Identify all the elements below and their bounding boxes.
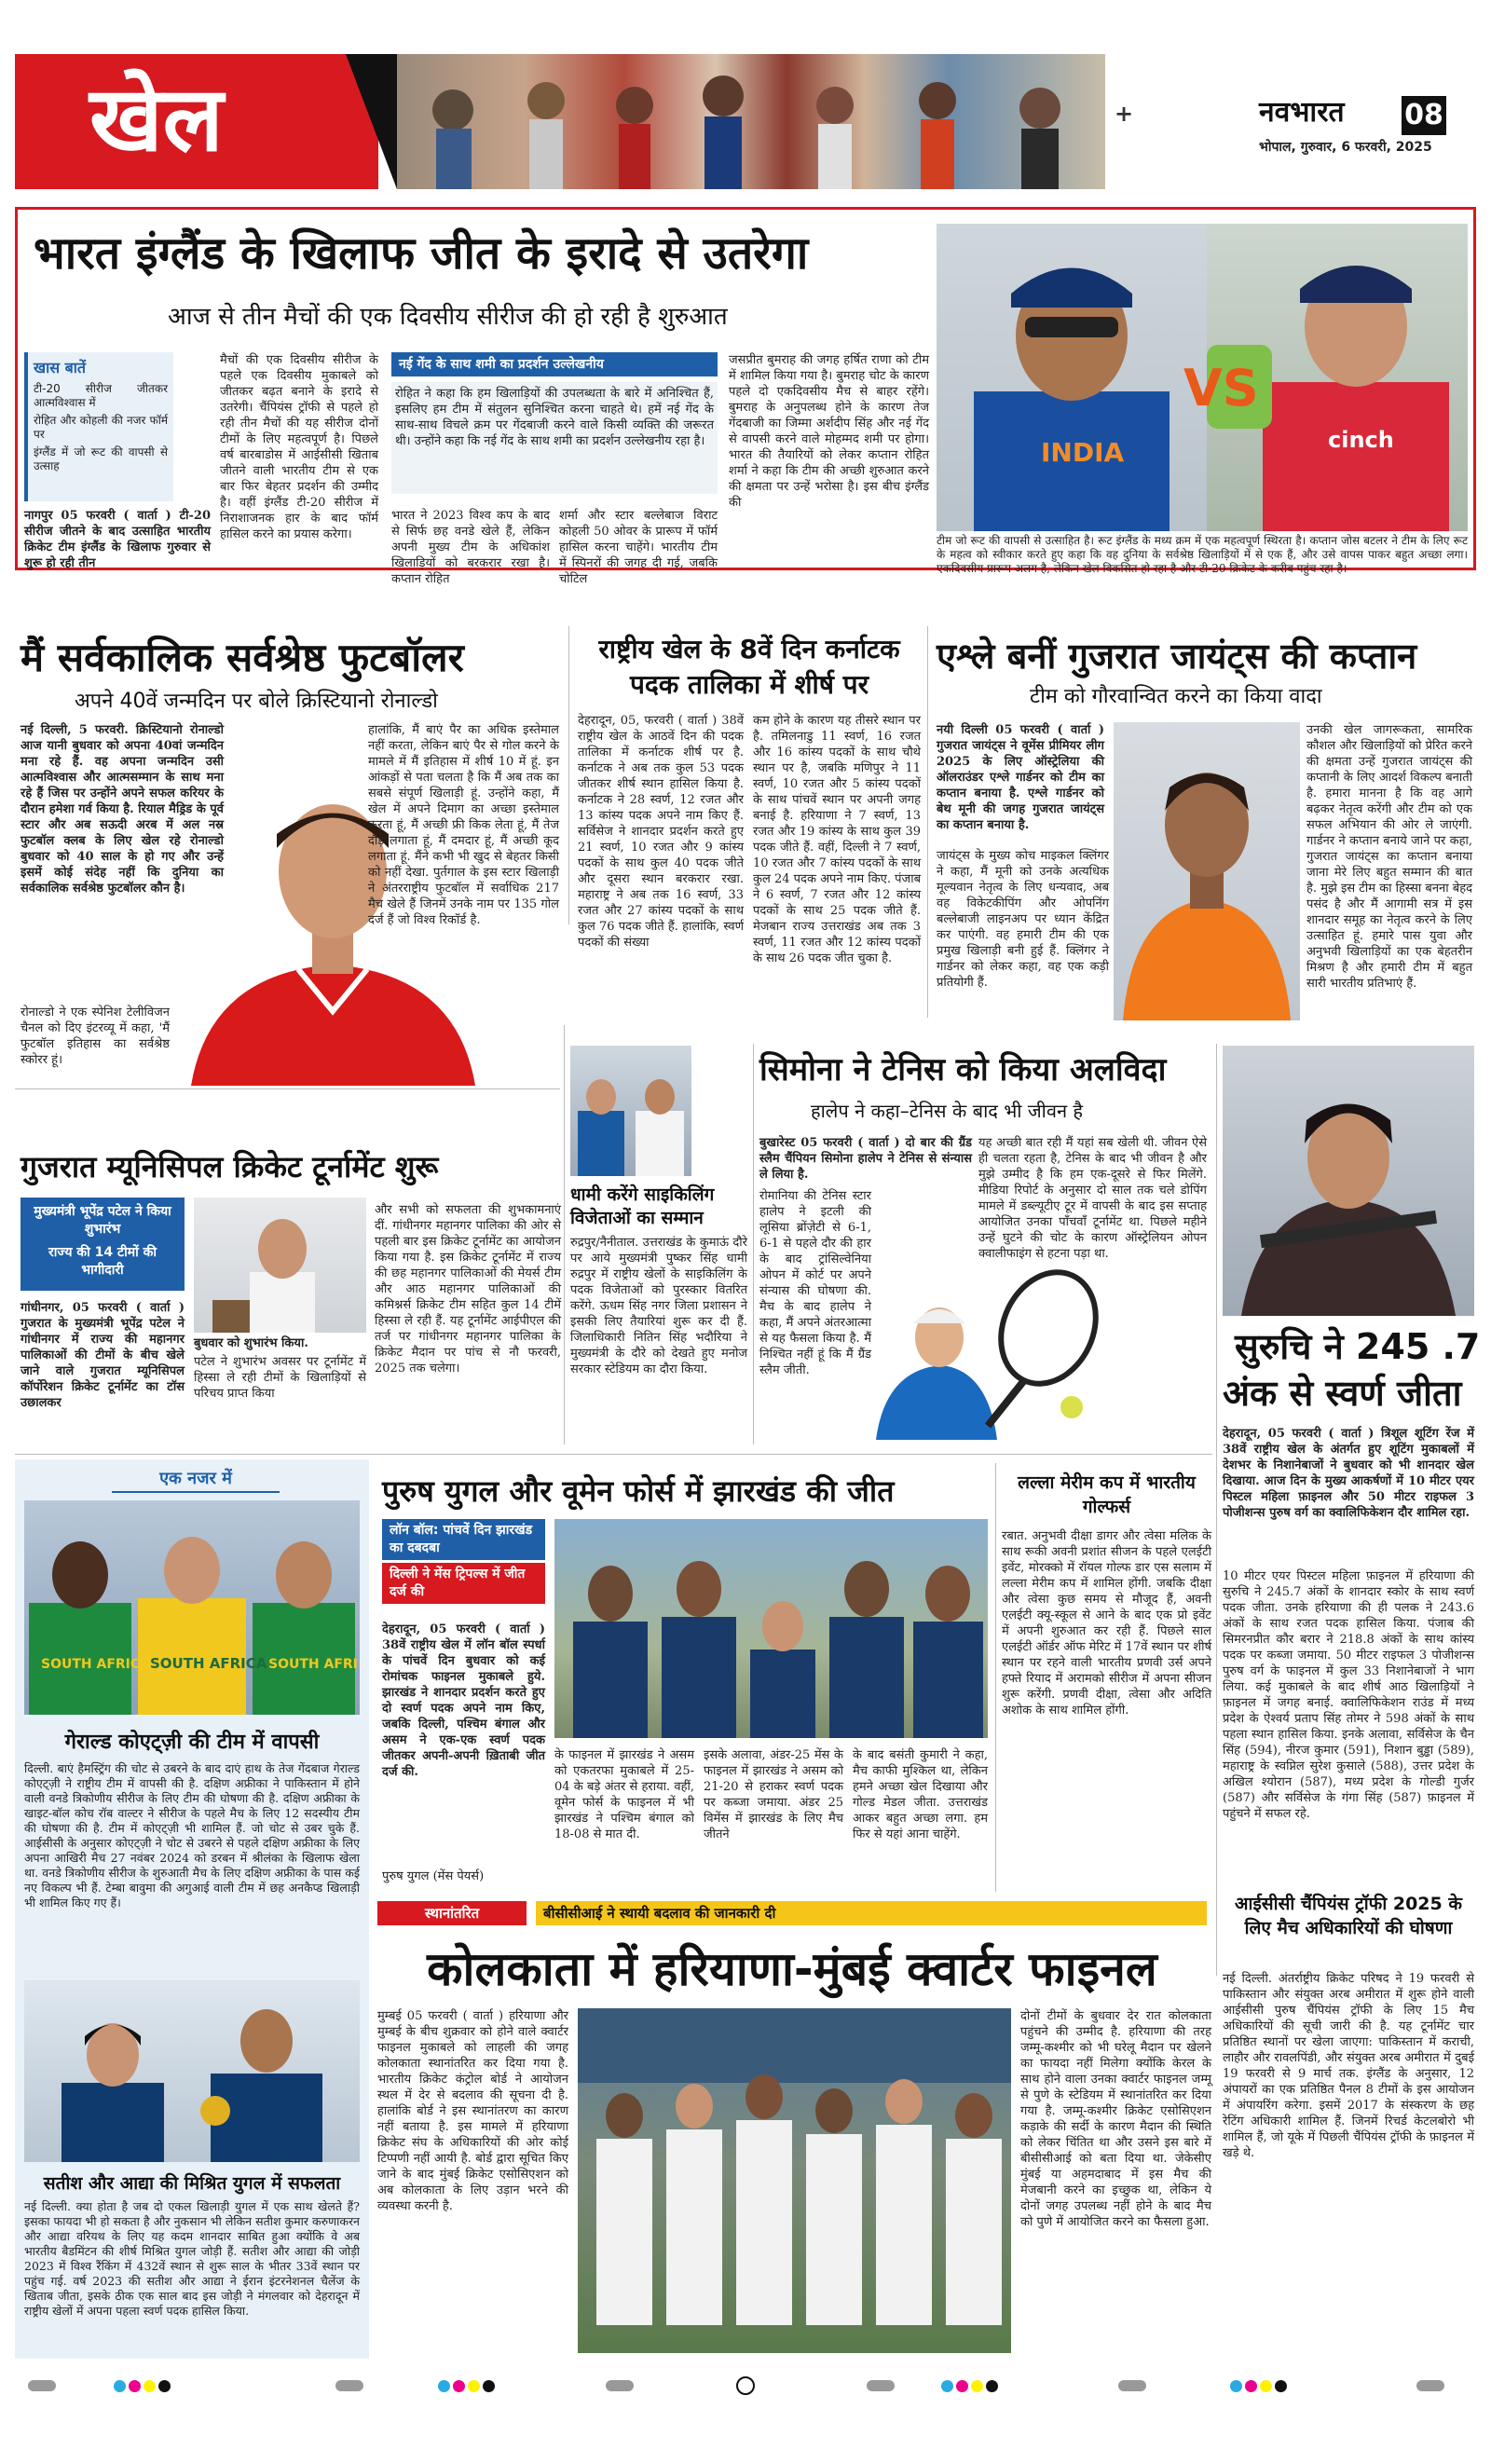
lead-caption: टीम जो रूट की वापसी से उत्साहित है। रूट इंग्लैंड के मध्य क्रम में एक महत्वपूर्ण स्थिरता है। कप्तान जोस बटलर ने टीम के लिए रूट के महत्व को स्वीकार करते हुए कहा कि वह दुनिया के सर्वश्रेष्ठ खिलाड़ियों में से एक हैं, और उसे वापस पाकर बहुत अच्छा लगा। एकदिवसीय प्रारूप अलग है, लेकिन खेल विकसित हो रहा है और टी-20 क्रिकेट के करीब पहुंच रहा है। (937, 534, 1468, 575)
suruchi-body: 10 मीटर एयर पिस्टल महिला फ़ाइनल में हरियाणा की सुरुचि ने 245.7 अंकों के शानदार स्कोर के साथ स्वर्ण पदक जीता. उनके हरियाणा की ही पलक ने 243.6 अंकों के साथ रजत पदक हासिल किया. पंजाब की सिमरनप्रीत कौर बरार ने 218.8 अंकों के साथ कांस्य पदक पर कब्जा जमाया. 50 मीटर राइफल 3 पोजीशन्स पुरुष वर्ग के फाइनल में कुल 33 निशानेबाजों ने भाग लिया. कई मुकाबले के बाद शीर्ष आठ खिलाड़ियों ने फ़ाइनल में जगह बनाई. क्वालिफिकेशन राउंड में मध्य प्रदेश के ऐश्वर्य प्रताप सिंह तोमर ने 598 अंकों के साथ पहला स्थान हासिल किया. इनके अलावा, सर्विसेज के चैन सिंह (594), नीरज कुमार (591), निशान बुड्ढा (589), महाराष्ट्र के स्वप्निल सुरेश कुसाले (588), उत्तर प्रदेश के अखिल श्योरान (587), मध्य प्रदेश के गोल्डी गुर्जर (587) और सर्विसेज के गंगा सिंह (587) फ़ाइनल में पहुंचने में सफल रहे. (1223, 1569, 1474, 1821)
lead-headline: भारत इंग्लैंड के खिलाफ जीत के इरादे से उतरेगा (34, 227, 809, 280)
badminton-body: नई दिल्ली. क्या होता है जब दो एकल खिलाड़ी युगल में एक साथ खेलते हैं? इसका फायदा भी हो सकता है और नुकसान भी लेकिन सतीश कुमार करुणाकरन और आद्या वरियथ के लिए यह कदम शानदार साबित हुआ क्योंकि वे अब भारतीय बैडमिंटन की शीर्ष मिश्रित युगल जोड़ी हैं. सतीश और आद्या की जोड़ी 2023 में विश्व रैंकिंग में 432वें स्थान से शुरू साल के भीतर 33वें स्थान पर पहुंच गई. वर्ष 2023 की सतीश और आद्या ने ईरान इंटरनेशनल चैलेंज के खिताब जीता, इसके ठीक एक साल बाद इस जोड़ी ने मंगलवार को देहरादून में राष्ट्रीय खेलों में अपना पहला स्वर्ण पदक हासिल किया. (24, 2199, 360, 2318)
gmc-headline: गुजरात म्यूनिसिपल क्रिकेट टूर्नामेंट शुरू (21, 1149, 439, 1184)
badminton-photo (24, 1980, 360, 2162)
lead-strip: नई गेंद के साथ शमी का प्रदर्शन उल्लेखनीय (391, 352, 718, 376)
karnataka-headline-2: पदक तालिका में शीर्ष पर (629, 669, 869, 700)
cmyk-dot (114, 2380, 126, 2392)
cmyk-dot (1260, 2380, 1272, 2392)
gmc-box-sub: राज्य की 14 टीमों की भागीदारी (48, 1245, 157, 1278)
kolkata-body2: दोनों टीमों के बुधवार देर रात कोलकाता पहुंचने की उम्मीद है. हरियाणा की तरह जम्मू-कश्मीर को भी घरेलू मैदान पर खेलने का फायदा नहीं मिलेगा क्योंकि केरल के साथ होने वाला उनका क्वार्टर फाइनल जम्मू से पुणे के स्टेडियम में स्थानांतरित कर दिया गया है. जम्मू-कश्मीर क्रिकेट एसोसिएशन कड़ाके की सर्दी के कारण मैदान की स्थिति को लेकर चिंतित था और उसने इस बारे में बीसीसीआई को बता दिया था. जेकेसीए मुंबई या अहमदाबाद में इस मैच की मेजबानी करने का इच्छुक था, लेकिन ये दोनों जगह उपलब्ध नहीं होने के बाद मैच को पुणे में आयोजित करने का फैसला हुआ. (1020, 2009, 1211, 2229)
lead-photo-rohit (937, 224, 1207, 531)
coetzee-body: दिल्ली. बाएं हैमस्ट्रिंग की चोट से उबरने के बाद दाएं हाथ के तेज गेंदबाज गेराल्ड कोएट्ज़ी ने राष्ट्रीय टीम में वापसी की है. दक्षिण अफ्रीका ने पाकिस्तान में होने वाली वनडे त्रिकोणीय सीरीज के लिए टीम की घोषणा की है. दक्षिण अफ्रीका के खाइट-बॉल कोच रॉब वाल्टर ने सीरीज के पहले मैच के लिए 12 सदस्यीय टीम की घोषणा की है. टीम में कोएट्ज़ी भी शामिल हैं. जो चोट से उबर चुके हैं. आईसीसी के अनुसार कोएट्ज़ी ने चोट से उबरने से पहले दक्षिण अफ्रीका के लिए अपना आखिरी मैच 27 नवंबर 2024 को डरबन में श्रीलंका के खिलाफ खेला था. वनडे त्रिकोणीय सीरीज के शुरुआती मैच के लिए दक्षिण अफ्रीका के पास कई नए विकल्प भी हैं. टेम्बा बावुमा की अगुआई वाली टीम में छह अनकैप्ड खिलाड़ी भी शामिल किए गए हैं। (24, 1761, 360, 1910)
column-rule (568, 626, 569, 924)
column-rule (927, 626, 928, 1018)
cmyk-dot (956, 2380, 968, 2392)
dhami-body: रुद्रपुर/नैनीताल. उत्तराखंड के कुमाऊं दौरे पर आये मुख्यमंत्री पुष्कर सिंह धामी रुद्रपुर में राष्ट्रीय खेलों के साइकिलिंग के पदक विजेताओं को पुरस्कार वितरित करेंगे. ऊधम सिंह नगर जिला प्रशासन ने इसकी लिए तैयारियां शुरू कर दी हैं. जिलाधिकारी नितिन सिंह भदौरिया ने मुख्यमंत्री के दौरे को देखते हुए मनोज सरकार स्टेडियम का दौरा किया. (570, 1236, 747, 1376)
ronaldo-lead: नई दिल्ली, 5 फरवरी. क्रिस्टियानो रोनाल्डो आज यानी बुधवार को अपना 40वां जन्मदिन मना रहे हैं. वह अपना जन्मदिन उसी आत्मविश्वास और आत्मसम्मान के साथ मना रहे हैं जिस पर उन्होंने अपने सफल करियर के दौरान हमेशा गर्व किया है. रियाल मैड्रिड के पूर्व स्टार और अब सऊदी अरब में अल नस्र फुटबॉल क्लब के लिए खेल रहे रोनाल्डो बुधवार को 40 साल के हो गए और उन्हें इसमें कोई संदेह नहीं कि दुनिया का सर्वकालिक सर्वश्रेष्ठ फुटबॉलर कौन है। (21, 723, 224, 896)
coetzee-photo (24, 1500, 360, 1715)
cmyk-dot (129, 2380, 141, 2392)
column-rule (995, 1463, 996, 1892)
column-rule (564, 1025, 565, 1444)
ronaldo-body2: हालांकि, मैं बाएं पैर का अधिक इस्तेमाल नहीं करता, लेकिन बाएं पैर से गोल करने के मामले में मैं इतिहास में शीर्ष 10 में हूं. इन आंकड़ों से पता चलता है कि मैं अब तक का सबसे संपूर्ण खिलाड़ी हूं. उन्होंने कहा, मैं खेल में अपने दिमाग का अच्छा इस्तेमाल करता हूं, मैं अच्छी फ्री किक लेता हूं, मैं तेज दौड़ लगाता हूं, मैं दमदार हूं, मैं अच्छी कूद लगाता हूं. मैंने कभी भी खुद से बेहतर किसी को नहीं देखा. पुर्तगाल के इस स्टार खिलाड़ी ने अंतरराष्ट्रीय फुटबॉल में सर्वाधिक 217 मैच खेले हैं जिनमें उनके नाम पर 135 गोल दर्ज हैं जो विश्व रिकॉर्ड है. (368, 723, 559, 927)
gmc-photo (194, 1198, 366, 1333)
jersey-text: SOUTH AFRICA (41, 1657, 150, 1672)
registration-pill (1416, 2380, 1444, 2391)
halep-body: रोमानिया की टेनिस स्टार हालेप ने इटली की लूसिया ब्रोंज़ेटी से 6-1, 6-1 से पहले दौर की हार के बाद ट्रांसिल्वेनिया ओपन में कोर्ट पर अपने संन्यास की घोषणा की. मैच के बाद हालेप ने कहा, मैं अपने अंतरआत्मा से यह फैसला किया है. मैं निश्चित नहीं हूं कि मैं ग्रैंड स्लैम जीती. (759, 1189, 871, 1377)
nazar-title: एक नजर में (112, 1467, 280, 1493)
registration-pill (28, 2380, 56, 2391)
halep-subhead: हालेप ने कहा–टेनिस के बाद भी जीवन है (811, 1100, 1084, 1122)
suruchi-headline-1: सुरुचि ने 245 .7 (1235, 1326, 1481, 1367)
ronaldo-subhead: अपने 40वें जन्मदिन पर बोले क्रिस्टियानो रोनाल्डो (75, 690, 438, 713)
karnataka-body2: कम होने के कारण यह तीसरे स्थान पर है. तमिलनाडु 11 स्वर्ण, 16 रजत और 16 कांस्य पदकों के साथ चौथे स्थान पर है, जबकि मणिपुर ने 11 स्वर्ण, 10 रजत और 5 कांस्य पदकों के साथ पांचवें स्थान पर अपनी जगह बनाई है. हरियाणा ने 7 स्वर्ण, 13 रजत और 19 कांस्य के साथ कुल 39 पदक जीते हैं. वहीं, दिल्ली ने 7 स्वर्ण, 10 रजत और 7 कांस्य पदकों के साथ कुल 24 पदक अपने नाम किए. पंजाब ने 6 स्वर्ण, 7 रजत और 12 कांस्य पदकों के साथ 25 पदक जीते हैं. मेजबान राज्य उत्तराखंड अब तक 3 स्वर्ण, 11 रजत और 12 कांस्य पदकों के साथ 26 पदक जीत चुका है. (753, 714, 921, 965)
gujarat-giants-body: जायंट्स के मुख्य कोच माइकल क्लिंगर ने कहा, मैं मूनी को उनके अत्यधिक मूल्यवान नेतृत्व के लिए धन्यवाद, अब वह विकेटकीपिंग और ओपनिंग बल्लेबाजी लाइनअप पर ध्यान केंद्रित कर पाएंगी. वह हमारी टीम की एक प्रमुख खिलाड़ी बनी हुई हैं. क्लिंगर ने गार्डनर को लेकर कहा, वह एक कड़ी प्रतियोगी हैं. (937, 849, 1109, 990)
section-banner-tip (346, 54, 397, 189)
jharkhand-box (382, 1519, 545, 1612)
badminton-headline: सतीश और आद्या की मिश्रित युगल में सफलता (43, 2173, 341, 2194)
cmyk-dot (483, 2380, 495, 2392)
lead-intro: नागपुर 05 फरवरी ( वार्ता ) टी-20 सीरीज जीतने के बाद उत्साहित भारतीय क्रिकेट टीम इंग्लैंड के खिलाफ गुरुवार से शुरू हो रही तीन (24, 509, 211, 570)
icc-body: नई दिल्ली. अंतर्राष्ट्रीय क्रिकेट परिषद ने 19 फरवरी से पाकिस्तान और संयुक्त अरब अमीरात में शुरू होने वाली आईसीसी पुरुष चैंपियंस ट्रॉफी के लिए 15 मैच अधिकारियों की सूची जारी की है. यह टूर्नामेंट चार प्रतिष्ठित स्थानों पर खेला जाएगा: पाकिस्तान में कराची, लाहौर और रावलपिंडी, और संयुक्त अरब अमीरात में दुबई 19 फरवरी से 9 मार्च तक. इंग्लैंड के अनुसार, 12 अंपायरों का एक प्रतिष्ठित पैनल 8 टीमों के इस आयोजन में अंपायरिंग करेगा. इसमें 2017 के संस्करण के छह रेटिंग अधिकारी शामिल हैं. जिनमें रिचर्ड केटलबोरो भी शामिल हैं, जो यूके में पिछली चैंपियंस ट्रॉफी के फ़ाइनल में खड़े थे. (1223, 1972, 1474, 2160)
lead-col3: रोहित ने कहा कि हम खिलाड़ियों की उपलब्धता के बारे में अनिश्चित हैं, इसलिए हम टीम में संतुलन सुनिश्चित करना चाहते थे। हमें नई गेंद के साथ-साथ विचले क्रम पर गेंदबाजी करने वाले किसी व्यक्ति की जरूरत थी। उन्होंने कहा कि नई गेंद के साथ शमी का प्रदर्शन उल्लेखनीय रहा है। (391, 382, 718, 494)
karnataka-headline-1: राष्ट्रीय खेल के 8वें दिन कर्नाटक (598, 634, 900, 664)
gujarat-giants-lead: नयी दिल्ली 05 फरवरी ( वार्ता ) गुजरात जायंट्स ने वूमेंस प्रीमियर लीग 2025 के लिए ऑस्ट्रेलिया की ऑलराउंडर एश्ले गार्डनर को टीम का कप्तान बनाया है. एश्ले गार्डनर को बेथ मूनी की जगह गुजरात जायंट्स का कप्तान बनाया है. (937, 723, 1104, 832)
halep-body2: यह अच्छी बात रही मैं यहां सब खेली थी. जीवन ऐसे ही चलता रहता है, टेनिस के बाद भी जीवन है और मुझे उम्मीद है कि हम एक-दूसरे से फिर मिलेंगे. मीडिया रिपोर्ट के अनुसार दो साल तक चले डोपिंग मामले में डब्ल्यूटीए टूर में वापसी के बाद इस सप्ताह आयोजित उनका पाँचवाँ टूर्नामेंट था. पिछले महीने उन्हें घुटने की चोट के कारण ऑस्ट्रेलियन ओपन क्वालीफाइंग से हटना पड़ा था. (978, 1136, 1207, 1261)
jharkhand-body-end: पुरुष युगल (मेंस पेयर्स) (382, 1869, 485, 1883)
registration-pill (335, 2380, 363, 2391)
newspaper-name: नवभारत (1259, 96, 1345, 129)
karnataka-body: देहरादून, 05, फरवरी ( वार्ता ) 38वें राष्ट्रीय खेल के आठवें दिन की पदक तालिका में कर्नाटक शीर्ष पर है. कर्नाटक ने अब तक कुल 53 पदक जीतकर शीर्ष स्थान हासिल किया है. कर्नाटक ने 28 स्वर्ण, 12 रजत और 13 कांस्य पदक अपने नाम किए हैं. सर्विसेज ने शानदार प्रदर्शन करते हुए 21 स्वर्ण, 10 रजत और 9 कांस्य पदकों के साथ कुल 40 पदक जीते और दूसरा स्थान बरकरार रखा. महाराष्ट्र ने अब तक 16 स्वर्ण, 33 रजत और 27 कांस्य पदकों के साथ कुल 76 पदक जीते हैं. हालांकि, स्वर्ण पदकों की संख्या (578, 714, 744, 950)
registration-pill (1118, 2380, 1146, 2391)
svg-text:cinch: cinch (1328, 427, 1394, 453)
halep-headline: सिमोना ने टेनिस को किया अलविदा (759, 1051, 1167, 1088)
gmc-body: पटेल ने शुभारंभ अवसर पर टूर्नामेंट में हिस्सा ले रही टीमों के खिलाड़ियों से परिचय प्राप्त किया (194, 1355, 366, 1401)
masthead (15, 54, 1476, 189)
gmc-box (21, 1198, 185, 1291)
jersey-text: SOUTH AFRI (268, 1657, 358, 1672)
jharkhand-body: देहरादून, 05 फरवरी ( वार्ता ) 38वें राष्ट्रीय खेल में लॉन बॉल स्पर्धा के पांचवें दिन बुधवार को कई रोमांचक फाइनल मुकाबले हुये. झारखंड ने शानदार प्रदर्शन करते हुए दो स्वर्ण पदक अपने नाम किए, जबकि दिल्ली, पश्चिम बंगाल और असम ने एक-एक स्वर्ण पदक जीतकर अपनी-अपनी ख़िताबी जीत दर्ज की. (382, 1622, 545, 1779)
versus-mark: VS (1183, 359, 1259, 418)
row-rule (15, 1454, 1212, 1455)
coetzee-headline: गेराल्ड कोएट्ज़ी की टीम में वापसी (64, 1731, 320, 1754)
cmyk-dot (453, 2380, 465, 2392)
cmyk-dot (144, 2380, 156, 2392)
lead-col3b: भारत ने 2023 विश्व कप के बाद से सिर्फ छह वनडे खेले हैं, लेकिन अपनी मुख्य टीम के अधिकांश खिलाड़ियों को बरकरार रखा है। कप्तान रोहित (391, 509, 550, 586)
gmc-body2: और सभी को सफलता की शुभकामनाएं दीं. गांधीनगर महानगर पालिका की ओर से पहली बार इस क्रिकेट टूर्नामेंट का आयोजन किया गया है. इस क्रिकेट टूर्नामेंट में राज्य की छह महानगर पालिकाओं की मेयर्स टीम और आठ महानगर पालिकाओं की कमिश्नर्स क्रिकेट टीम सहित कुल 14 टीमें हिस्सा ले रही हैं. यह टूर्नामेंट आईपीएल की तर्ज पर गांधीनगर महानगर पालिका के क्रिकेट मैदान पर पांच से नौ फरवरी, 2025 तक चलेगा। (375, 1203, 561, 1376)
page-number: 08 (1402, 96, 1446, 135)
dhami-photo (570, 1046, 691, 1176)
cmyk-dot (1245, 2380, 1257, 2392)
jharkhand-col-b: इसके अलावा, अंडर-25 मेंस के फाइनल में झारखंड ने असम को 21-20 से हराकर स्वर्ण पदक पर कब्जा जमाया. अंडर 25 विमेंस में झारखंड के लिए मैच जीतने (704, 1748, 843, 1841)
lead-subhead: आज से तीन मैचों की एक दिवसीय सीरीज की हो रही है शुरुआत (168, 303, 728, 331)
gujarat-giants-subhead: टीम को गौरवान्वित करने का किया वादा (1030, 685, 1322, 708)
suruchi-headline-2: अंक से स्वर्ण जीता (1223, 1373, 1462, 1414)
registration-pill (867, 2380, 895, 2391)
registration-target-icon (736, 2376, 755, 2395)
suruchi-photo (1223, 1046, 1474, 1316)
cmyk-dot (1230, 2380, 1242, 2392)
kolkata-headline: कोलकाता में हरियाणा-मुंबई क्वार्टर फाइनल (427, 1942, 1157, 1996)
lead-col4: शर्मा और स्टार बल्लेबाज विराट कोहली 50 ओवर के प्रारूप में फॉर्म हासिल करना चाहेंगे। भारतीय टीम में स्पिनरों की जगह दी गई, जबकि चोटिल (559, 509, 718, 586)
lalla-headline: लल्ला मेरीम कप में भारतीय गोल्फर्स (1018, 1472, 1196, 1517)
jharkhand-box-1: लॉन बॉल: पांचवें दिन झारखंड का दबदबा (382, 1519, 545, 1560)
lalla-body: रबात. अनुभवी दीक्षा डागर और त्वेसा मलिक के साथ रूकी अवनी प्रशांत सीजन के पहले एलईटी इवेंट, मोरक्को में रॉयल गोल्फ डार एस सलाम में लल्ला मेरीम कप में शामिल होंगी. जबकि दीक्षा और त्वेसा कुछ समय से मौजूद हैं, अवनी एलईटी क्यू-स्कूल से आने के बाद एक प्रो इवेंट में अपनी शुरुआत कर रही हैं. पिछले साल एलईटी ऑर्डर ऑफ मेरिट में 17वें स्थान पर शीर्ष स्थान पर रहने वाली भारतीय प्रणवी उर्स अपने हफ्ते रियाद में अरामको सीरीज में अपना सीजन शुरू करेंगी. प्रणवी दीक्षा, त्वेसा और अदिति अशोक के साथ शामिल होंगी. (1002, 1529, 1211, 1718)
jharkhand-headline: पुरुष युगल और वूमेन फोर्स में झारखंड की जीत (382, 1473, 895, 1509)
lawn-bowl-team-photo (554, 1519, 988, 1738)
cmyk-dot (158, 2380, 171, 2392)
sports-collage (397, 54, 1105, 189)
icc-headline: आईसीसी चैंपियंस ट्रॉफी 2025 के लिए मैच अधिकारियों की घोषणा (1235, 1894, 1462, 1938)
kolkata-tag: स्थानांतरित (377, 1901, 527, 1925)
row-rule (15, 1088, 560, 1089)
kolkata-strip: बीसीसीआई ने स्थायी बदलाव की जानकारी दी (536, 1901, 1207, 1925)
column-rule (753, 1044, 754, 1444)
jharkhand-box-2: दिल्ली ने मेंस ट्रिपल्स में जीत दर्ज की (382, 1563, 545, 1604)
svg-text:INDIA: INDIA (1041, 437, 1125, 468)
jersey-text: SOUTH AFRICA (150, 1655, 267, 1672)
cmyk-dot (1275, 2380, 1287, 2392)
gujarat-giants-headline: एश्ले बनीं गुजरात जायंट्स की कप्तान (937, 636, 1417, 677)
lead-highlights-box (24, 352, 173, 501)
mumbai-team-photo (578, 2008, 1011, 2353)
jharkhand-col-c: के बाद बसंती कुमारी ने कहा, मैच काफी मुश्किल था, लेकिन हमने अच्छा खेल दिखाया और गोल्ड मेडल जीता. उत्तराखंड आकर बहुत अच्छा लगा. हम फिर से यहां आना चाहेंगे. (853, 1748, 988, 1841)
dhami-headline: धामी करेंगे साइकिलिंग विजेताओं का सम्मान (570, 1184, 715, 1228)
lead-col2: मैचों की एक दिवसीय सीरीज के पहले एक दिवसीय मुकाबले को जीतकर बढ़त बनाने के इरादे से उतरेगी। चैंपियंस ट्रॉफी से पहले हो रही तीन मैचों की यह सीरीज दोनों टीमों के लिए महत्वपूर्ण है। पिछले वर्ष बारबाडोस में आईसीसी खिताब जीतने वाली भारतीय टीम से एक बार फिर बेहतर प्रदर्शन की उम्मीद है। वहीं इंग्लैंड टी-20 सीरीज में निराशाजनक हार के बाद फॉर्म हासिल करने का प्रयास करेगा। (220, 353, 378, 541)
halep-photo (857, 1249, 1100, 1440)
cmyk-dot (986, 2380, 998, 2392)
lead-col5: जसप्रीत बुमराह की जगह हर्षित राणा को टीम में शामिल किया गया है। बुमराह चोट के कारण पहले दो एकदिवसीय मैच से बाहर रहेंगे। बुमराह के अनुपलब्ध होने के कारण तेज गेंदबाजी का जिम्मा अर्शदीप सिंह और नई गेंद से वापसी करने वाले मोहम्मद शमी पर होगा। भारत की तैयारियों को लेकर कप्तान रोहित शर्मा ने कहा कि टीम की अच्छी शुरुआत करने की क्षमता पर उन्हें भरोसा है। इस बीच इंग्लैंड की (729, 353, 929, 510)
highlight-item: इंग्लैंड में जो रूट की वापसी से उत्साह (34, 445, 168, 472)
column-rule (1216, 1044, 1217, 1976)
plus-mark-icon: + (1115, 101, 1134, 127)
cmyk-dot (438, 2380, 450, 2392)
halep-lead: बुखारेस्ट 05 फरवरी ( वार्ता ) दो बार की ग्रैंड स्लैम चैंपियन सिमोना हालेप ने टेनिस से संन्यास ले लिया है. (759, 1136, 972, 1182)
ronaldo-body: रोनाल्डो ने एक स्पेनिश टेलीविजन चैनल को दिए इंटरव्यू में कहा, 'मैं फुटबॉल इतिहास का सर्वश्रेष्ठ स्कोरर हूं। (21, 1006, 170, 1067)
gmc-caption: बुधवार को शुभारंभ किया. (194, 1336, 308, 1350)
gmc-lead: गांधीनगर, 05 फरवरी ( वार्ता ) गुजरात के मुख्यमंत्री भूपेंद्र पटेल ने गांधीनगर में राज्य की महानगर पालिकाओं की टीमों के बीच खेले जाने वाले गुजरात म्यूनिसिपल कॉर्पोरेशन क्रिकेट टूर्नामेंट का टॉस उछालकर (21, 1301, 185, 1410)
section-title: खेल (89, 67, 224, 171)
highlights-title: खास बातें (34, 359, 87, 376)
dateline: भोपाल, गुरुवार, 6 फरवरी, 2025 (1259, 140, 1432, 155)
highlight-item: रोहित और कोहली की नजर फॉर्म पर (34, 414, 168, 441)
cmyk-dot (941, 2380, 953, 2392)
registration-pill (606, 2380, 634, 2391)
kolkata-body: मुम्बई 05 फरवरी ( वार्ता ) हरियाणा और मुम्बई के बीच शुक्रवार को होने वाले क्वार्टर फाइनल मुकाबले को लाहली की जगह कोलकाता स्थानांतरित कर दिया गया है. भारतीय क्रिकेट कंट्रोल बोर्ड ने आयोजन स्थल में देर से बदलाव की सूचना दी है. हालांकि बोर्ड ने इस स्थानांतरण का कारण नहीं बताया है. इस मामले में हरियाणा क्रिकेट संघ के अधिकारियों की ओर कोई टिप्पणी नहीं आयी है. बोर्ड द्वारा सूचित किए जाने के बाद मुंबई क्रिकेट एसोसिएशन को अब कोलकाता के लिए उड़ान भरने की व्यवस्था करनी है. (377, 2009, 568, 2213)
gardner-photo (1114, 722, 1300, 1020)
gujarat-giants-body2: उनकी खेल जागरूकता, सामरिक कौशल और खिलाड़ियों को प्रेरित करने की क्षमता उन्हें गुजरात जायंट्स की कप्तानी के लिए आदर्श विकल्प बनाती है. हमारा मानना है कि वह आगे बढ़कर नेतृत्व करेंगी और टीम को एक सफल अभियान की ओर ले जाएंगी. गार्डनर ने कप्तान बनाये जाने पर कहा, गुजरात जायंट्स का कप्तान बनाया जाना मेरे लिए बहुत सम्मान की बात है. मुझे इस टीम का हिस्सा बनना बेहद पसंद है और मैं आगामी सत्र में इस शानदार समूह का नेतृत्व करने के लिए उत्साहित हूं. हमारे पास युवा और अनुभवी खिलाड़ियों का एक बेहतरीन मिश्रण है और हमारी टीम में बहुत सारी भारतीय प्रतिभाएं हैं. (1306, 723, 1472, 991)
ronaldo-headline: मैं सर्वकालिक सर्वश्रेष्ठ फुटबॉलर (21, 635, 464, 680)
print-registration-strip (0, 2367, 1491, 2404)
gmc-box-title: मुख्यमंत्री भूपेंद्र पटेल ने किया शुभारंभ (34, 1204, 171, 1237)
cmyk-dot (971, 2380, 983, 2392)
cmyk-dot (468, 2380, 480, 2392)
highlight-item: टी-20 सीरीज जीतकर आत्मविश्वास में (34, 382, 168, 409)
jharkhand-col-a: के फाइनल में झारखंड ने असम को एकतरफा मुकाबले में 25-04 के बड़े अंतर से हराया. वहीं, वूमेन फोर्स के फाइनल में भी झारखंड ने पश्चिम बंगाल को 18-08 से मात दी. (554, 1748, 694, 1841)
suruchi-lead: देहरादून, 05 फरवरी ( वार्ता ) त्रिशूल शूटिंग रेंज में 38वें राष्ट्रीय खेल के अंतर्गत हुए शूटिंग मुकाबलों में देशभर के निशानेबाजों ने बुधवार को भी शानदार खेल दिखाया. आज दिन के मुख्य आकर्षणों में 10 मीटर एयर पिस्टल महिला फ़ाइनल और 50 मीटर राइफल 3 पोजीशन्स पुरुष वर्ग का क्वालिफिकेशन दौर शामिल रहा. (1223, 1427, 1474, 1520)
